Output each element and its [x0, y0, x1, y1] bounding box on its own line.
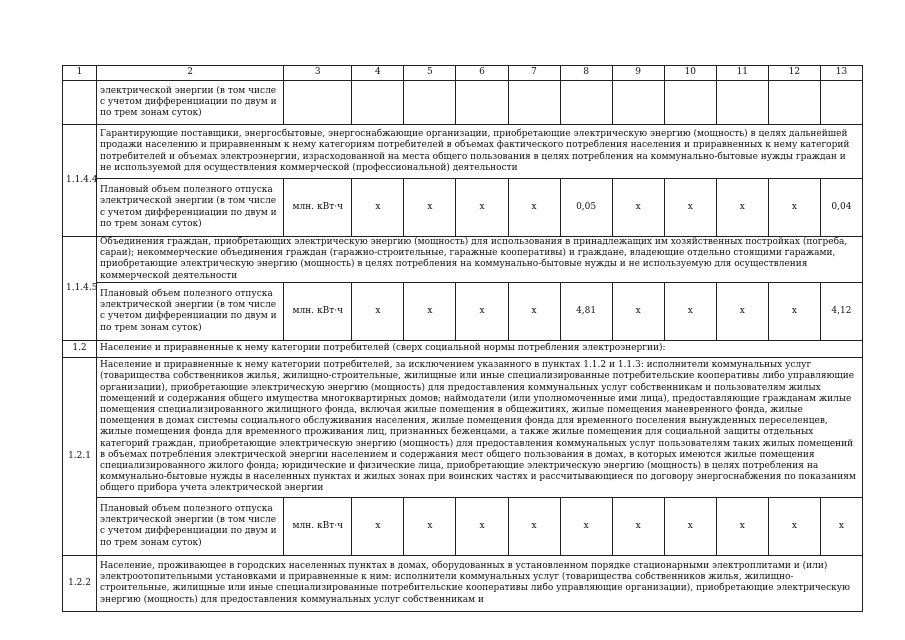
- value-cell: х: [612, 179, 664, 237]
- header-cell: 2: [97, 66, 284, 81]
- value-cell: х: [404, 179, 456, 237]
- header-cell: 7: [508, 66, 560, 81]
- value-cell: х: [352, 179, 404, 237]
- value-cell: х: [352, 282, 404, 340]
- value-cell: х: [820, 497, 862, 555]
- header-row: [63, 66, 863, 81]
- value-cell: х: [508, 179, 560, 237]
- section-heading: Население, проживающее в городских населенных пунктах в домах, оборудованных в установленном порядке стационарными электроплитами и (или) электроотопительными установками и приравненные к ним: исполнители коммунальных услуг (товарищества собственников жилья, жилищно-строительные, жилищные или иные специализированные потребительские кооперативы либо управляющие организации), приобретающие электрическую энергию (мощность) для предоставления коммунальных услуг собственникам и: [97, 555, 863, 611]
- section-heading-row: [63, 125, 863, 179]
- value-cell: х: [716, 282, 768, 340]
- value-cell: х: [768, 282, 820, 340]
- table-row: [63, 179, 863, 237]
- header-cell: 5: [404, 66, 456, 81]
- description-cell: электрической энергии (в том числе с учетом дифференциации по двум и по трем зонам суток): [97, 81, 284, 125]
- header-cell: 10: [664, 66, 716, 81]
- value-cell: х: [612, 282, 664, 340]
- description-cell: Плановый объем полезного отпуска электрической энергии (в том числе с учетом дифференциации по двум и по трем зонам суток): [97, 179, 284, 237]
- unit-cell: млн. кВт·ч: [284, 282, 352, 340]
- value-cell: х: [560, 497, 612, 555]
- value-cell: 0,04: [820, 179, 862, 237]
- value-cell: х: [716, 179, 768, 237]
- value-cell: 4,81: [560, 282, 612, 340]
- header-cell: 3: [284, 66, 352, 81]
- section-heading-row: [63, 340, 863, 357]
- header-cell: 6: [456, 66, 508, 81]
- row-code: 1.2.2: [63, 555, 97, 611]
- value-cell: х: [404, 497, 456, 555]
- value-cell: х: [456, 497, 508, 555]
- table-row: [63, 497, 863, 555]
- row-code: 1.1.4.5: [63, 237, 97, 341]
- value-cell: 4,12: [820, 282, 862, 340]
- value-cell: х: [352, 497, 404, 555]
- description-cell: Плановый объем полезного отпуска электрической энергии (в том числе с учетом дифференциации по двум и по трем зонам суток): [97, 497, 284, 555]
- value-cell: х: [404, 282, 456, 340]
- header-cell: 9: [612, 66, 664, 81]
- header-cell: 4: [352, 66, 404, 81]
- table-row: [63, 81, 863, 125]
- row-code: 1.1.4.4: [63, 125, 97, 237]
- section-heading: Гарантирующие поставщики, энергосбытовые, энергоснабжающие организации, приобретающие электрическую энергию (мощность) в целях дальнейшей продажи населению и приравненным к нему категориям потребителей в объемах фактического потребления населения и приравненных к нему категорий потребителей и объемах электроэнергии, израсходованной на места общего пользования в целях потребления на коммунально-бытовые нужды граждан и не используемой для осуществления коммерческой (профессиональной) деятельности: [97, 125, 863, 179]
- header-cell: 13: [820, 66, 862, 81]
- value-cell: х: [664, 497, 716, 555]
- section-heading-row: [63, 237, 863, 283]
- unit-cell: млн. кВт·ч: [284, 497, 352, 555]
- value-cell: х: [508, 497, 560, 555]
- tariff-table: [62, 65, 863, 612]
- section-heading: Население и приравненные к нему категории потребителей, за исключением указанного в пунктах 1.1.2 и 1.1.3: исполнители коммунальных услуг (товарищества собственников жилья, жилищно-строительные, жилищные или иные специализированные потребительские кооперативы либо управляющие организации), приобретающие электрическую энергию (мощность) для предоставления коммунальных услуг собственникам и пользователям жилых помещений и содержания общего имущества многоквартирных домов; наймодатели (или уполномоченные ими лица), предоставляющие гражданам жилые помещения специализированного жилищного фонда, включая жилые помещения в общежитиях, жилые помещения маневренного фонда, жилые помещения в домах системы социального обслуживания населения, жилые помещения фонда для временного поселения вынужденных переселенцев, жилые помещения фонда для временного проживания лиц, признанных беженцами, а также жилые помещения для социальной защиты отдельных категорий граждан, приобретающие электрическую энергию (мощность) для предоставления коммунальных услуг пользователям таких жилых помещений в объемах потребления электрической энергии населением и содержания мест общего пользования в домах, в которых имеются жилые помещения специализированного жилого фонда; юридические и физические лица, приобретающие электрическую энергию (мощность) в целях потребления на коммунально-бытовые нужды в населенных пунктах и жилых зонах при воинских частях и рассчитывающиеся по договору энергоснабжения по показаниям общего прибора учета электрической энергии: [97, 357, 863, 497]
- description-cell: Плановый объем полезного отпуска электрической энергии (в том числе с учетом дифференциации по двум и по трем зонам суток): [97, 282, 284, 340]
- value-cell: х: [768, 179, 820, 237]
- header-cell: 8: [560, 66, 612, 81]
- value-cell: х: [768, 497, 820, 555]
- code-cell: [63, 81, 97, 125]
- row-code: 1.2: [63, 340, 97, 357]
- section-heading-row: [63, 357, 863, 497]
- header-cell: 1: [63, 66, 97, 81]
- value-cell: х: [664, 282, 716, 340]
- header-cell: 11: [716, 66, 768, 81]
- value-cell: х: [456, 282, 508, 340]
- value-cell: х: [456, 179, 508, 237]
- section-heading-row: [63, 555, 863, 611]
- header-cell: 12: [768, 66, 820, 81]
- value-cell: 0,05: [560, 179, 612, 237]
- value-cell: х: [612, 497, 664, 555]
- row-code: 1.2.1: [63, 357, 97, 555]
- table-row: [63, 282, 863, 340]
- section-heading: Объединения граждан, приобретающих электрическую энергию (мощность) для использования в принадлежащих им хозяйственных постройках (погреба, сараи); некоммерческие объединения граждан (гаражно-строительные, гаражные кооперативы) и граждане, владеющие отдельно стоящими гаражами, приобретающие электрическую энергию (мощность) в целях потребления на коммунально-бытовые нужды и не используемую для осуществления коммерческой деятельности: [97, 237, 863, 283]
- value-cell: х: [508, 282, 560, 340]
- value-cell: х: [716, 497, 768, 555]
- unit-cell: млн. кВт·ч: [284, 179, 352, 237]
- value-cell: х: [664, 179, 716, 237]
- section-heading: Население и приравненные к нему категории потребителей (сверх социальной нормы потребления электроэнергии):: [97, 340, 863, 357]
